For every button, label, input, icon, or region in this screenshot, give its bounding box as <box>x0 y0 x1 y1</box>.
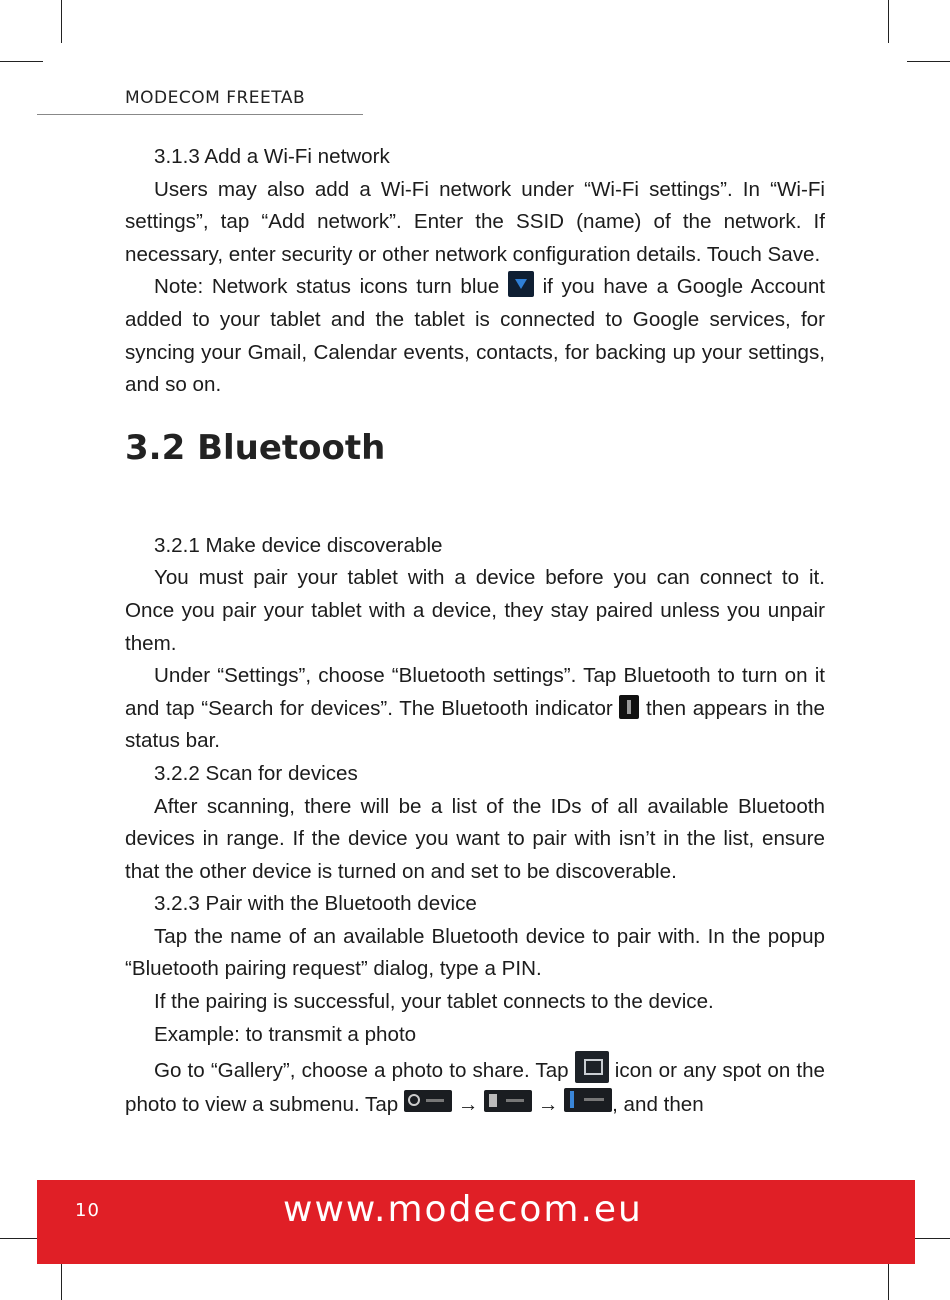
gallery-text-c: , and then <box>612 1092 704 1116</box>
paragraph-example: Example: to transmit a photo <box>154 1022 417 1046</box>
share-button-icon <box>484 1090 532 1112</box>
menu-button-icon <box>404 1090 452 1112</box>
paragraph-add-wifi: Users may also add a Wi-Fi network under “Wi-Fi settings”. In “Wi-Fi settings”, tap “Add network”. Enter the SSID (name) of the network. If necessary, enter security or other network configuration details. Touch Save. <box>125 177 825 266</box>
share-icon <box>575 1051 609 1083</box>
wifi-status-icon <box>508 271 534 297</box>
crop-mark-top-right-v <box>888 0 889 43</box>
paragraph-scan: After scanning, there will be a list of the IDs of all available Bluetooth devices in range. If the device you want to pair with isn’t in the list, ensure that the other device is turned on and set to be discoverable. <box>125 794 825 883</box>
note-text-start: Note: Network status icons turn blue <box>154 275 508 299</box>
paragraph-note <box>125 271 825 401</box>
paragraph-gallery <box>125 1051 825 1121</box>
footer-band <box>37 1180 915 1264</box>
arrow-1: → <box>457 1092 479 1116</box>
note-text-end: if you have a Google Account added to your tablet and the tablet is connected to Google services, for syncing your Gmail, Calendar events, contacts, for backing up your settings, and so on. <box>125 275 825 397</box>
bluetooth-button-icon <box>564 1088 612 1112</box>
footer-url: www.modecom.eu <box>283 1189 643 1230</box>
crop-mark-top-left-h <box>0 61 43 62</box>
paragraph-pair-first: You must pair your tablet with a device before you can connect to it. Once you pair your tablet with a device, they stay paired unless you unpair them. <box>125 566 825 655</box>
subsection-heading-3-2-3: 3.2.3 Pair with the Bluetooth device <box>154 892 477 916</box>
bt-settings-text-end: then appears in the status bar. <box>125 696 825 753</box>
paragraph-pair-success: If the pairing is successful, your tablet connects to the device. <box>154 990 714 1014</box>
header-rule <box>37 114 363 115</box>
crop-mark-top-right-h <box>907 61 950 62</box>
page-number: 10 <box>75 1200 100 1221</box>
crop-mark-top-left-v <box>61 0 62 43</box>
subsection-heading-3-1-3: 3.1.3 Add a Wi-Fi network <box>154 145 390 168</box>
bluetooth-indicator-icon <box>619 695 639 719</box>
subsection-heading-3-2-2: 3.2.2 Scan for devices <box>154 761 358 785</box>
gallery-text-a: Go to “Gallery”, choose a photo to share. Tap <box>154 1059 575 1083</box>
page-content <box>125 141 825 1121</box>
gallery-text-b: icon or any spot on the photo to view a submenu. Tap <box>125 1059 825 1116</box>
arrow-2: → <box>537 1092 559 1116</box>
running-header: MODECOM FREETAB <box>125 88 306 108</box>
subsection-heading-3-2-1: 3.2.1 Make device discoverable <box>154 533 443 557</box>
paragraph-tap-device: Tap the name of an available Bluetooth device to pair with. In the popup “Bluetooth pairing request” dialog, type a PIN. <box>125 924 825 981</box>
bt-settings-text-start: Under “Settings”, choose “Bluetooth settings”. Tap Bluetooth to turn on it and tap “Search for devices”. The Bluetooth indicator <box>125 664 825 720</box>
paragraph-bluetooth-settings <box>125 660 825 758</box>
section-heading-bluetooth: 3.2 Bluetooth <box>125 427 386 468</box>
